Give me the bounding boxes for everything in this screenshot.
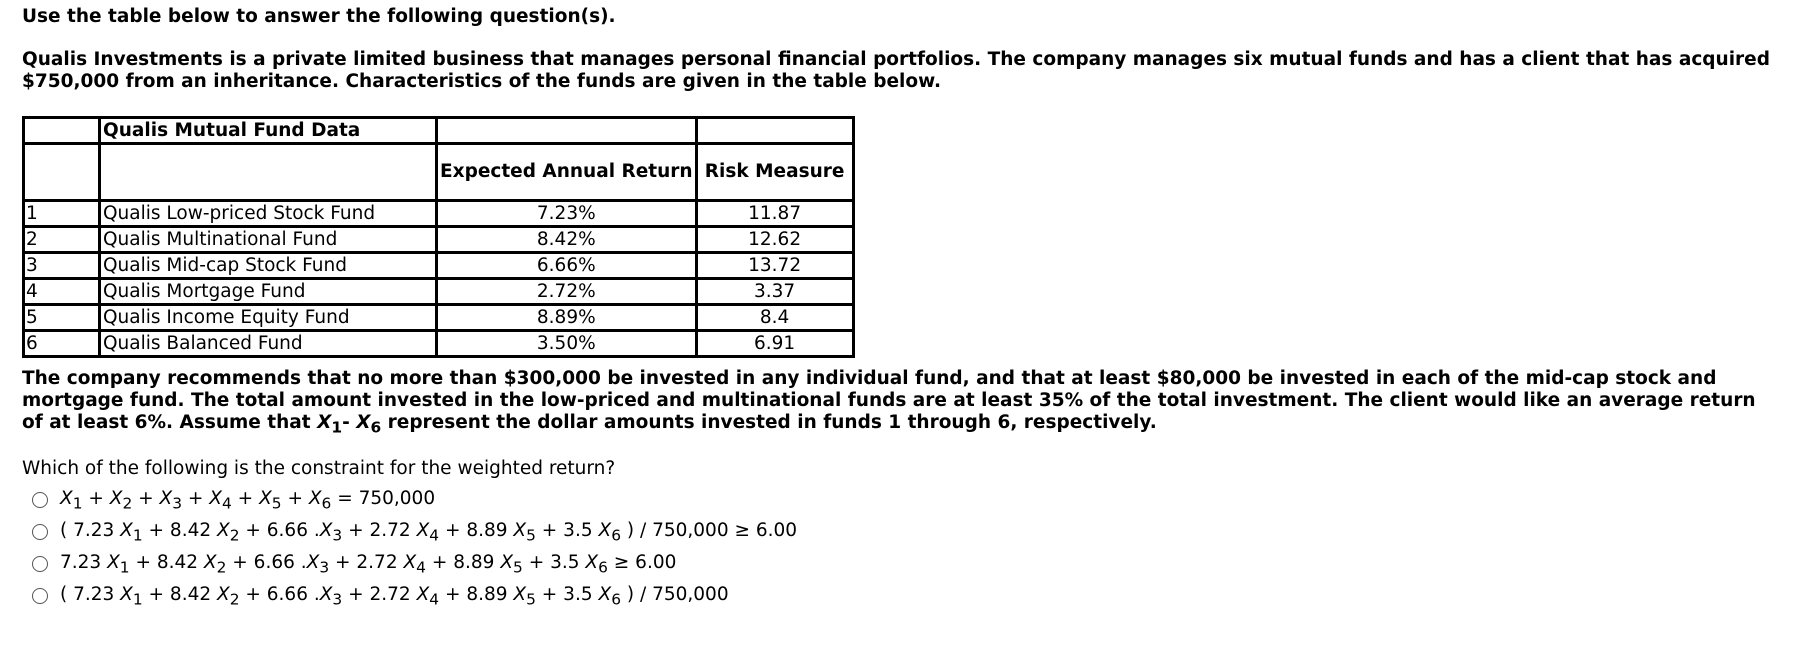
- fund-return: 8.42%: [437, 227, 697, 253]
- fund-return: 6.66%: [437, 253, 697, 279]
- table-row: [24, 227, 854, 253]
- fund-return: 7.23%: [437, 201, 697, 227]
- table-cell-empty: [100, 144, 437, 201]
- fund-name: Qualis Balanced Fund: [100, 331, 437, 357]
- fund-risk: 13.72: [696, 253, 853, 279]
- radio-button[interactable]: [32, 492, 48, 508]
- fund-risk: 8.4: [696, 305, 853, 331]
- radio-button[interactable]: [32, 524, 48, 540]
- table-row: [24, 279, 854, 305]
- fund-number: 2: [24, 227, 100, 253]
- fund-name: Qualis Multinational Fund: [100, 227, 437, 253]
- var-x-end-sub: 6: [370, 418, 382, 437]
- fund-risk: 6.91: [696, 331, 853, 357]
- constraints-paragraph: [22, 368, 1782, 439]
- var-x-start: X: [317, 412, 332, 433]
- table-title-row: [24, 118, 854, 144]
- table-row: [24, 201, 854, 227]
- fund-name: Qualis Mortgage Fund: [100, 279, 437, 305]
- header-risk-measure: Risk Measure: [696, 144, 853, 201]
- intro-paragraph: Qualis Investments is a private limited business that manages personal financial portfolios. The company manages six mutual funds and has a client that has acquired $750,000 from an inheritance. Characteristics of the funds are given in the table below.: [22, 49, 1770, 92]
- option-label: ( 7.23 $X_1 + 8.42$ $X_2 + 6.66$ $.X_3 + 2.72$ $X_4 + 8.89$ $X_5 + 3.5$ $X_6$ ) / 750,000 ≥ 6.00: [60, 519, 798, 545]
- option-label: 7.23 $X_1 + 8.42$ $X_2 + 6.66$ $.X_3 + 2.72$ $X_4 + 8.89$ $X_5 + 3.5$ $X_6 \ge 6.00$: [60, 551, 677, 577]
- question-text: Which of the following is the constraint for the weighted return?: [22, 458, 616, 479]
- fund-number: 1: [24, 201, 100, 227]
- constraints-tail: represent the dollar amounts invested in funds 1 through 6, respectively.: [381, 412, 1157, 433]
- radio-button[interactable]: [32, 556, 48, 572]
- fund-return: 3.50%: [437, 331, 697, 357]
- table-cell-empty: [24, 118, 100, 144]
- mutual-fund-table: [22, 116, 855, 358]
- answer-option[interactable]: [32, 548, 797, 580]
- header-expected-return: Expected Annual Return: [437, 144, 697, 201]
- option-label: $X_1 + X_2 + X_3 + X_4 + X_5 + X_6 = 750,000$: [60, 487, 436, 513]
- table-row: [24, 253, 854, 279]
- table-header-row: [24, 144, 854, 201]
- instruction-text: Use the table below to answer the following question(s).: [22, 6, 616, 27]
- answer-option[interactable]: [32, 516, 797, 548]
- fund-name: Qualis Income Equity Fund: [100, 305, 437, 331]
- answer-option[interactable]: [32, 484, 797, 516]
- fund-number: 3: [24, 253, 100, 279]
- table-cell-empty: [24, 144, 100, 201]
- var-dash: -: [342, 412, 357, 433]
- answer-options: [32, 484, 797, 612]
- answer-option[interactable]: [32, 580, 797, 612]
- fund-number: 5: [24, 305, 100, 331]
- option-label: ( 7.23 $X_1 + 8.42$ $X_2 + 6.66$ $.X_3 + 2.72$ $X_4 + 8.89$ $X_5 + 3.5$ $X_6$ ) / 750,000: [60, 583, 729, 609]
- fund-risk: 12.62: [696, 227, 853, 253]
- fund-number: 4: [24, 279, 100, 305]
- table-row: [24, 331, 854, 357]
- var-x-start-sub: 1: [331, 418, 343, 437]
- table-cell-empty: [437, 118, 697, 144]
- fund-risk: 3.37: [696, 279, 853, 305]
- fund-return: 8.89%: [437, 305, 697, 331]
- fund-rows: [24, 201, 854, 357]
- table-row: [24, 305, 854, 331]
- fund-name: Qualis Mid-cap Stock Fund: [100, 253, 437, 279]
- fund-number: 6: [24, 331, 100, 357]
- fund-name: Qualis Low-priced Stock Fund: [100, 201, 437, 227]
- constraints-text: The company recommends that no more than $300,000 be invested in any individual fund, and that at least $80,000 be invested in each of the mid-cap stock and mortgage fund. The total amount invested in the low-priced and multinational funds are at least 35% of the total investment. The client would like an average return of at least 6%. Assume that: [22, 368, 1756, 433]
- table-cell-empty: [696, 118, 853, 144]
- fund-return: 2.72%: [437, 279, 697, 305]
- table-title: Qualis Mutual Fund Data: [100, 118, 437, 144]
- fund-risk: 11.87: [696, 201, 853, 227]
- radio-button[interactable]: [32, 588, 48, 604]
- var-x-end: X: [356, 412, 371, 433]
